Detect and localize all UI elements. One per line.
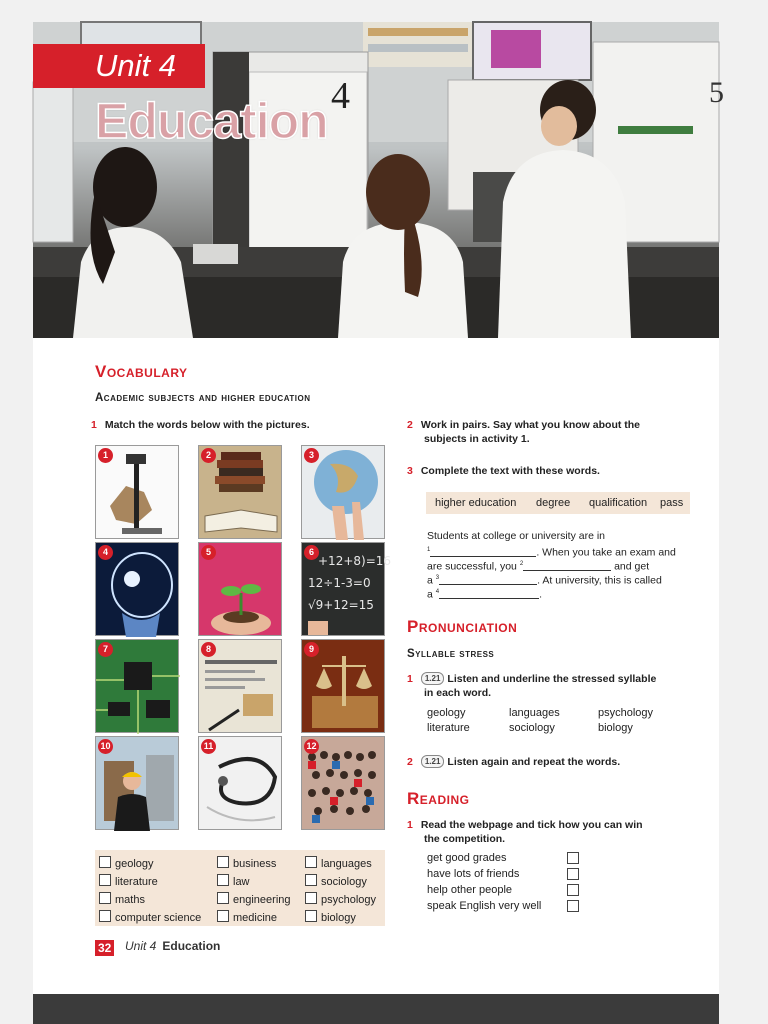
checkbox-medicine[interactable]: medicine — [217, 910, 277, 924]
option-lots-of-friends: have lots of friends — [427, 868, 520, 880]
activity-1-instruction: 1 Match the words below with the pictures. — [91, 419, 310, 431]
checkbox-engineering[interactable]: engineering — [217, 892, 291, 906]
stress-word-languages: languages — [509, 707, 560, 719]
tick-box-friends[interactable] — [567, 868, 579, 880]
unit-title: Education — [95, 93, 328, 149]
audio-track-icon[interactable]: 1.21 — [421, 755, 445, 768]
tick-box-help-people[interactable] — [567, 884, 579, 896]
gap-1[interactable] — [430, 546, 536, 557]
vocabulary-heading: Vocabulary — [95, 362, 188, 381]
stress-word-literature: literature — [427, 722, 470, 734]
reading-heading: Reading — [407, 789, 470, 808]
page-number: 32 — [95, 940, 114, 956]
picture-crowd-of-people[interactable]: 12 — [301, 736, 385, 830]
stress-word-psychology: psychology — [598, 707, 654, 719]
picture-scales-of-justice[interactable]: 9 — [301, 639, 385, 733]
next-page-strip — [33, 994, 719, 1024]
pronunciation-activity-1: 1 1.21 Listen and underline the stressed syllable in each word. — [407, 673, 657, 699]
picture-globe-hands[interactable]: 3 — [301, 445, 385, 539]
checkbox-maths[interactable]: maths — [99, 892, 145, 906]
activity-3-instruction: 3 Complete the text with these words. — [407, 465, 600, 477]
syllable-stress-subheading: Syllable stress — [407, 648, 495, 660]
stress-word-sociology: sociology — [509, 722, 555, 734]
picture-geology-hammer[interactable]: 1 — [95, 445, 179, 539]
pronunciation-heading: Pronunciation — [407, 617, 518, 636]
checkbox-languages[interactable]: languages — [305, 856, 372, 870]
svg-text:12÷1-3=0: 12÷1-3=0 — [308, 576, 371, 590]
gap-3[interactable] — [439, 574, 537, 585]
picture-stethoscope[interactable]: 11 — [198, 736, 282, 830]
picture-newspaper[interactable]: 8 — [198, 639, 282, 733]
svg-text:+12+8)=16: +12+8)=16 — [318, 554, 392, 568]
checkbox-law[interactable]: law — [217, 874, 250, 888]
textbook-page: 5 Unit 4 Education 4 Vocabulary Academic subjects and higher education 1 Match the words below with the pictures. 1 2 3 4 5 6 +12+8)=16 12÷1-3=0 √9+12=15 7 8 9 10 11 12 geology business languages literature law sociology maths engineering psychology computer science medicine biology 32 Unit 4 Education 2 Work in pairs. Say what you know about the subjects in activity 1. 3 Complete the text with these words. higher education degree qualification pass Students at college or university are in $^1$ . When you take an exam and are successful, you $^2$ and get a $^3$ . At university, this is called a $^4$ . Pronunciation Syllable stress 1 1.21 Listen and underline the stressed syllable in each word. geology languages psychology literature sociology biology 2 1.21 Listen again and repeat the words. Reading 1 Read the webpage and tick how you can win the competition. get good grades have lots of friends help other people speak English very well — [33, 22, 719, 1002]
activity-2-instruction: 2 Work in pairs. Say what you know about the subjects in activity 1. — [407, 419, 641, 445]
lab-photo — [33, 22, 724, 338]
subjects-word-box — [95, 850, 385, 926]
academic-subjects-subheading: Academic subjects and higher education — [95, 392, 311, 404]
option-get-good-grades: get good grades — [427, 852, 507, 864]
tick-box-good-grades[interactable] — [567, 852, 579, 864]
picture-literature-books[interactable]: 2 — [198, 445, 282, 539]
checkbox-sociology[interactable]: sociology — [305, 874, 367, 888]
pronunciation-activity-2: 2 1.21 Listen again and repeat the words. — [407, 756, 621, 768]
checkbox-literature[interactable]: literature — [99, 874, 158, 888]
unit-number: 4 — [331, 75, 350, 117]
picture-seedling[interactable]: 5 — [198, 542, 282, 636]
svg-text:5: 5 — [709, 76, 724, 109]
picture-engineer-site[interactable]: 10 — [95, 736, 179, 830]
wordbank-degree: degree — [536, 497, 571, 509]
checkbox-computer-science[interactable]: computer science — [99, 910, 201, 924]
option-speak-english: speak English very well — [427, 900, 542, 912]
unit-tab: Unit 4 — [33, 44, 205, 88]
checkbox-geology[interactable]: geology — [99, 856, 154, 870]
reading-activity-1: 1 Read the webpage and tick how you can win the competition. — [407, 819, 643, 845]
wordbank-higher-education: higher education — [435, 497, 517, 509]
picture-xray-head[interactable]: 4 — [95, 542, 179, 636]
wordbank-pass: pass — [660, 497, 684, 509]
gap-4[interactable] — [439, 588, 539, 599]
footer-unit-title: Unit 4 Education — [125, 939, 221, 953]
word-bank — [426, 492, 690, 514]
wordbank-qualification: qualification — [589, 497, 648, 509]
stress-word-biology: biology — [598, 722, 633, 734]
audio-track-icon[interactable]: 1.21 — [421, 672, 445, 685]
picture-circuit-board[interactable]: 7 — [95, 639, 179, 733]
checkbox-business[interactable]: business — [217, 856, 276, 870]
checkbox-biology[interactable]: biology — [305, 910, 356, 924]
svg-text:√9+12=15: √9+12=15 — [308, 598, 374, 612]
gap-2[interactable] — [523, 560, 611, 571]
stress-word-geology: geology — [427, 707, 466, 719]
option-help-other-people: help other people — [427, 884, 513, 896]
picture-chalkboard-maths[interactable]: 6 +12+8)=16 12÷1-3=0 √9+12=15 — [301, 542, 385, 636]
checkbox-psychology[interactable]: psychology — [305, 892, 376, 906]
tick-box-speak-english[interactable] — [567, 900, 579, 912]
